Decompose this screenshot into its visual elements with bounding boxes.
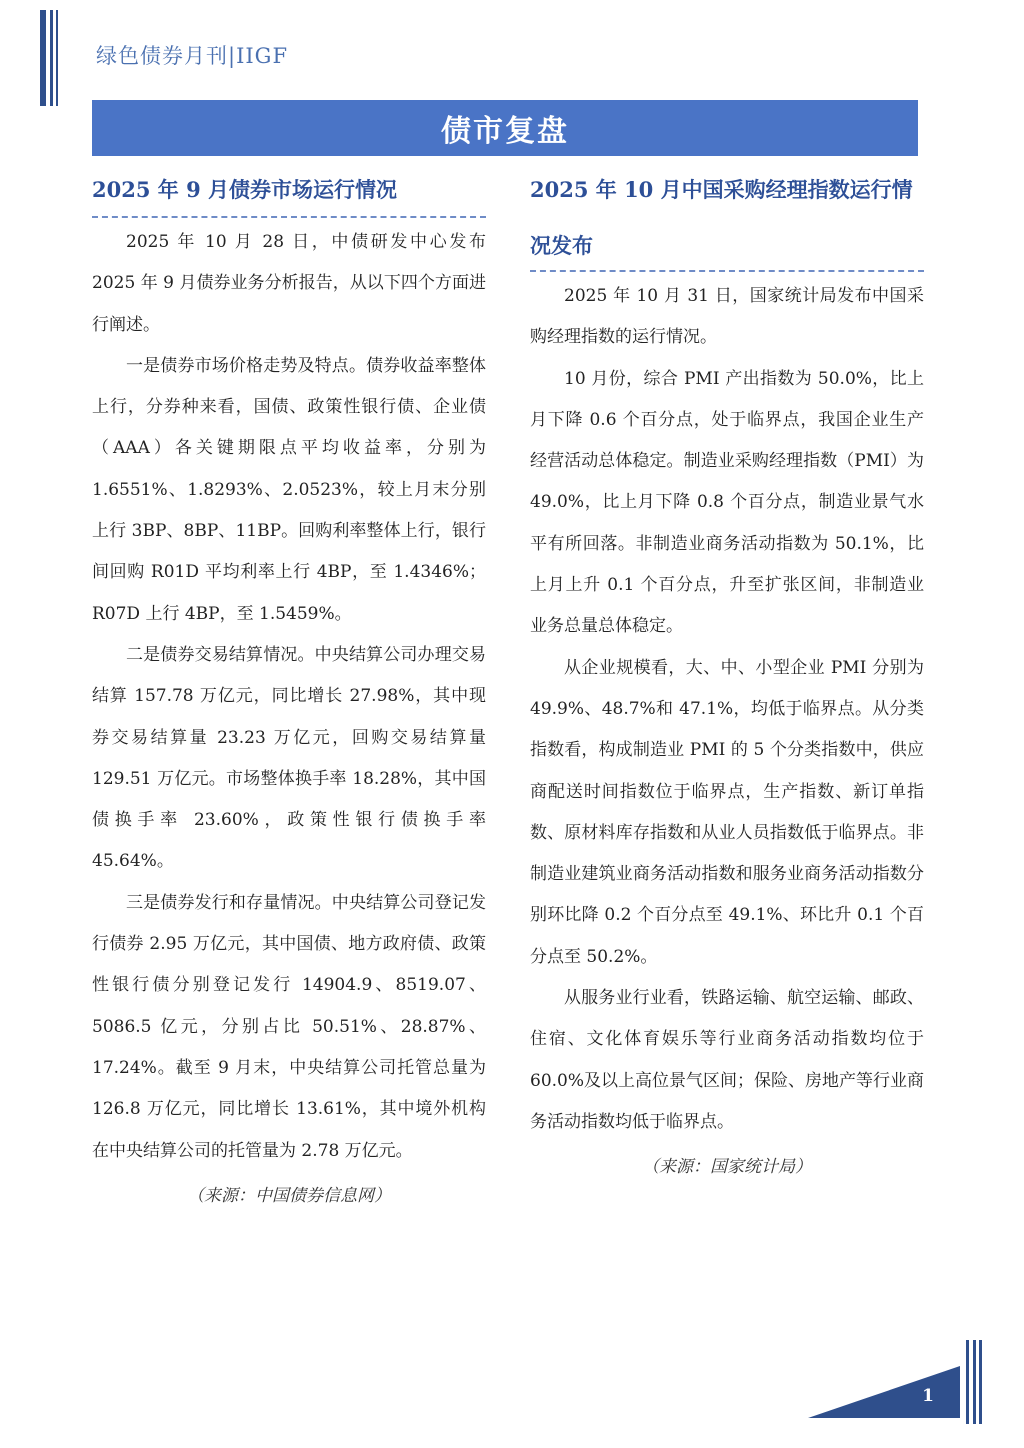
article-paragraph: 二是债券交易结算情况。中央结算公司办理交易结算 157.78 万亿元，同比增长 27.98%，其中现券交易结算量 23.23 万亿元，回购交易结算量 129.51 万亿元。市场整体换手率 18.28%，其中国债换手率 23.60%，政策性银行债换手率 45.64%。 [92, 644, 486, 872]
page-corner-triangle [808, 1366, 968, 1420]
article-paragraph: 一是债券市场价格走势及特点。债券收益率整体上行，分券种来看，国债、政策性银行债、企业债（AAA）各关键期限点平均收益率，分别为 1.6551%、1.8293%、2.0523%，较上月末分别上行 3BP、8BP、11BP。回购利率整体上行，银行间回购 R01D 平均利率上行 4BP，至 1.4346%；R07D 上行 4BP，至 1.5459%。 [92, 355, 486, 624]
article-bond-market [92, 162, 486, 1217]
dashed-divider [92, 216, 486, 218]
section-banner [92, 100, 918, 156]
footer-stripe-decoration [966, 1340, 986, 1424]
article-paragraph: 从企业规模看，大、中、小型企业 PMI 分别为 49.9%、48.7%和 47.1%，均低于临界点。从分类指数看，构成制造业 PMI 的 5 个分类指数中，供应商配送时间指数位于临界点，生产指数、新订单指数、原材料库存指数和从业人员指数低于临界点。非制造业建筑业商务活动指数和服务业商务活动指数分别环比降 0.2 个百分点至 49.1%、环比升 0.1 个百分点至 50.2%。 [530, 657, 924, 967]
section-title: 债市复盘 [441, 114, 569, 149]
article-source: （来源：国家统计局） [642, 1157, 812, 1178]
page-number: 1 [922, 1386, 934, 1406]
article-paragraph: 从服务业行业看，铁路运输、航空运输、邮政、住宿、文化体育娱乐等行业商务活动指数均位于 60.0%及以上高位景气区间；保险、房地产等行业商务活动指数均低于临界点。 [530, 988, 925, 1132]
article-title: 2025 年 9 月债券市场运行情况 [92, 177, 397, 202]
publication-brand: 绿色债券月刊|IIGF [96, 44, 289, 68]
article-pmi [530, 162, 924, 1188]
article-paragraph: 三是债券发行和存量情况。中央结算公司登记发行债券 2.95 万亿元，其中国债、地方政府债、政策性银行债分别登记发行 14904.9、8519.07、5086.5 亿元，分别占比 50.51%、28.87%、17.24%。截至 9 月末，中央结算公司托管总量为 126.8 万亿元，同比增长 13.61%，其中境外机构在中央结算公司的托管量为 2.78 万亿元。 [92, 892, 486, 1161]
article-paragraph: 2025 年 10 月 28 日，中债研发中心发布 2025 年 9 月债券业务分析报告，从以下四个方面进行阐述。 [92, 232, 486, 335]
article-title: 2025 年 10 月中国采购经理指数运行情况发布 [530, 177, 913, 258]
article-source: （来源：中国债券信息网） [187, 1185, 391, 1206]
header-stripe-decoration [40, 10, 60, 106]
article-paragraph: 10 月份，综合 PMI 产出指数为 50.0%，比上月下降 0.6 个百分点，处于临界点，我国企业生产经营活动总体稳定。制造业采购经理指数（PMI）为 49.0%，比上月下降 0.8 个百分点，制造业景气水平有所回落。非制造业商务活动指数为 50.1%，比上月上升 0.1 个百分点，升至扩张区间，非制造业业务总量总体稳定。 [530, 368, 924, 637]
article-paragraph: 2025 年 10 月 31 日，国家统计局发布中国采购经理指数的运行情况。 [530, 286, 924, 348]
